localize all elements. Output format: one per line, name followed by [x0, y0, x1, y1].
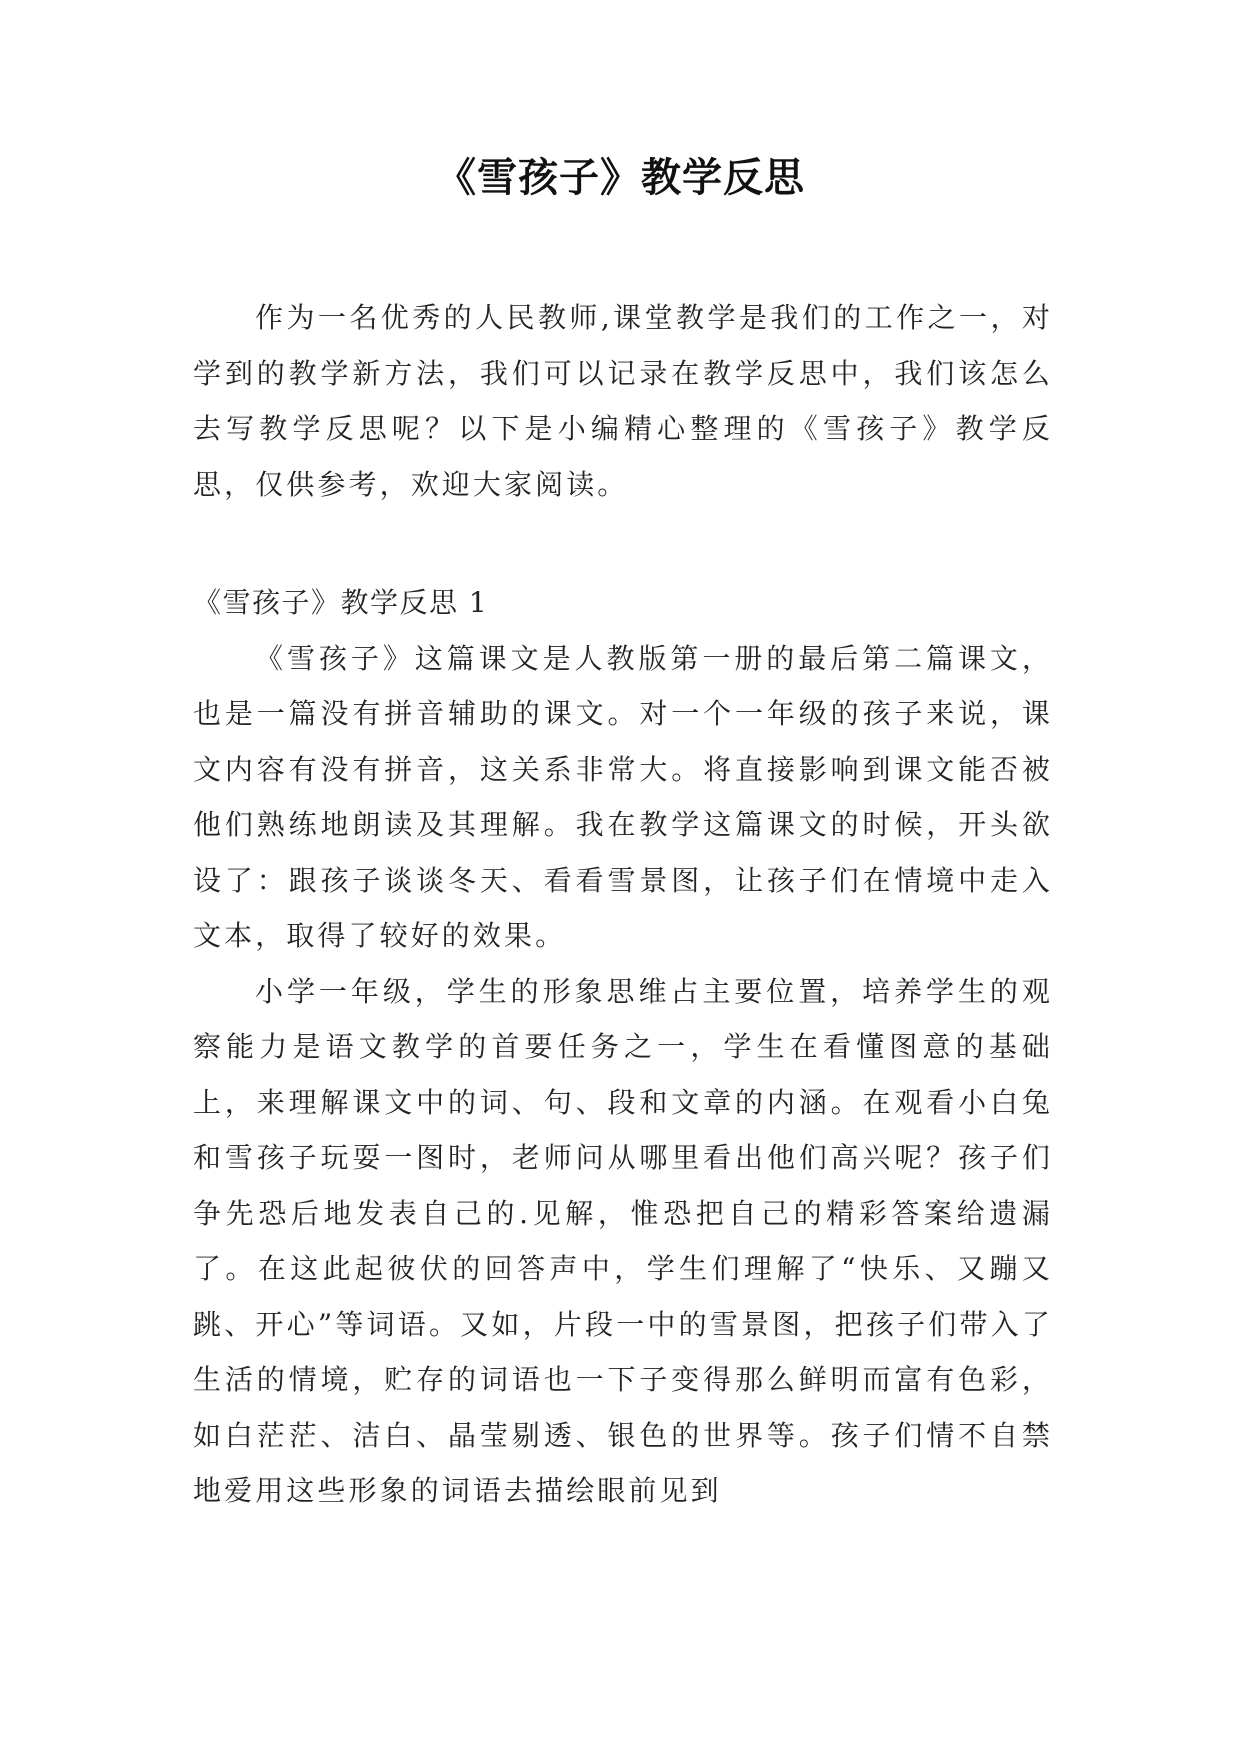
intro-paragraph: 作为一名优秀的人民教师,课堂教学是我们的工作之一，对学到的教学新方法，我们可以记录在教学反思中，我们该怎么去写教学反思呢？以下是小编精心整理的《雪孩子》教学反思，仅供参考，欢迎大家阅读。	[193, 301, 1053, 501]
section-heading: 《雪孩子》教学反思 1	[193, 586, 489, 619]
body-paragraph-2: 小学一年级，学生的形象思维占主要位置，培养学生的观察能力是语文教学的首要任务之一，学生在看懂图意的基础上，来理解课文中的词、句、段和文章的内涵。在观看小白兔和雪孩子玩耍一图时，老师问从哪里看出他们高兴呢？孩子们争先恐后地发表自己的.见解，惟恐把自己的精彩答案给遗漏了。在这此起彼伏的回答声中，学生们理解了“快乐、又蹦又跳、开心”等词语。又如，片段一中的雪景图，把孩子们带入了生活的情境，贮存的词语也一下子变得那么鲜明而富有色彩，如白茫茫、洁白、晶莹剔透、银色的世界等。孩子们情不自禁地爱用这些形象的词语去描绘眼前见到	[193, 974, 1053, 1507]
document-body	[193, 290, 1053, 1519]
document-title: 《雪孩子》教学反思	[436, 155, 805, 201]
body-paragraph-1: 《雪孩子》这篇课文是人教版第一册的最后第二篇课文，也是一篇没有拼音辅助的课文。对一个一年级的孩子来说，课文内容有没有拼音，这关系非常大。将直接影响到课文能否被他们熟练地朗读及其理解。我在教学这篇课文的时候，开头欲设了：跟孩子谈谈冬天、看看雪景图，让孩子们在情境中走入文本，取得了较好的效果。	[193, 641, 1053, 952]
